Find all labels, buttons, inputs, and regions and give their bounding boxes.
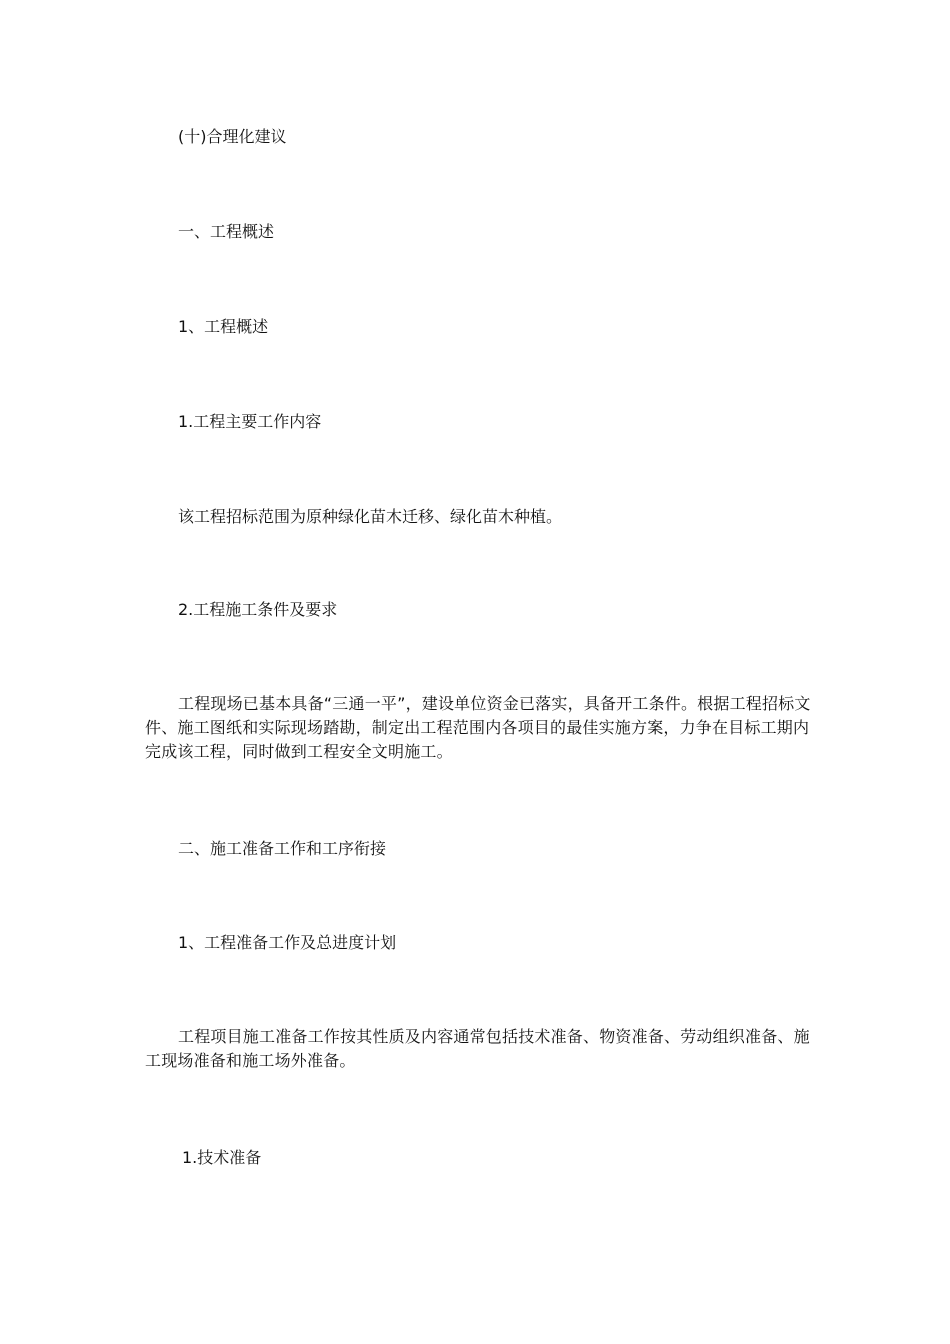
chapter-heading-preparation: 二、施工准备工作和工序衔接 (178, 839, 387, 858)
subheading-main-work: 1.工程主要工作内容 (178, 412, 322, 431)
section-heading-rationalization: (十)合理化建议 (178, 127, 287, 146)
subheading-schedule: 1、工程准备工作及总进度计划 (178, 933, 397, 952)
paragraph-site-conditions: 工程现场已基本具备“三通一平”，建设单位资金已落实，具备开工条件。根据工程招标文件、施工图纸和实际现场踏勘，制定出工程范围内各项目的最佳实施方案，力争在目标工期内完成该工程，同时做到工程安全文明施工。 (145, 694, 811, 761)
paragraph-preparation-types: 工程项目施工准备工作按其性质及内容通常包括技术准备、物资准备、劳动组织准备、施工现场准备和施工场外准备。 (145, 1027, 810, 1070)
chapter-heading-overview: 一、工程概述 (178, 222, 275, 241)
paragraph-scope: 该工程招标范围为原种绿化苗木迁移、绿化苗木种植。 (178, 507, 563, 526)
subheading-technical-preparation: 1.技术准备 (182, 1148, 262, 1167)
subheading-overview: 1、工程概述 (178, 317, 269, 336)
subheading-conditions: 2.工程施工条件及要求 (178, 600, 338, 619)
